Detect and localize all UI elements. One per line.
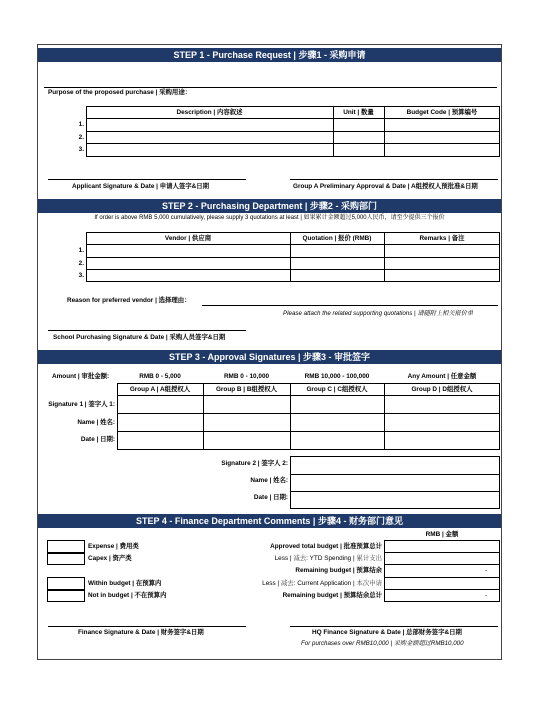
remaining-value: - [485, 567, 488, 574]
less-ytd-label: Less | 减去: YTD Spending | 累计支出 [274, 555, 382, 562]
not-in-budget-label: Not in budget | 不在预算内 [88, 592, 167, 599]
date-label: Date | 日期: [80, 436, 115, 443]
step1-top-line [44, 87, 497, 88]
reason-label: Reason for preferred vendor | 选择理由： [67, 297, 191, 304]
col-vendor: Vendor | 供应商 [164, 235, 212, 242]
signature2-label: Signature 2 | 签字人 2: [221, 460, 288, 467]
hq-note: For purchases over RMB10,000 | 采购金额超过RMB10,000 [301, 640, 464, 647]
signature1-label: Signature 1 | 签字人 1: [48, 401, 115, 408]
group-a-header: Group A | A组授权人 [129, 386, 191, 393]
expense-checkbox[interactable] [47, 540, 85, 553]
school-sig-line[interactable] [48, 330, 246, 331]
row-number: 1. [78, 121, 84, 128]
less-current-label: Less | 减去: Current Application | 本次申请 [262, 580, 382, 587]
row-number: 2. [78, 260, 84, 267]
step2-header: STEP 2 - Purchasing Department | 步骤2 - 采购部门 [38, 199, 501, 213]
step3-header: STEP 3 - Approval Signatures | 步骤3 - 审批签字 [38, 350, 501, 364]
finance-sig-label: Finance Signature & Date | 财务签字&日期 [78, 629, 204, 636]
group-b-header: Group B | B组授权人 [215, 386, 278, 393]
range-d: Any Amount | 任意金额 [407, 373, 477, 380]
capex-label: Capex | 资产类 [88, 555, 132, 562]
approved-total-label: Approved total budget | 批准预算总计 [270, 543, 382, 550]
remaining-budget-label: Remaining budget | 预算结余 [295, 567, 382, 574]
reason-input-line[interactable] [202, 305, 498, 306]
quotation-note: If order is above RMB 5,000 cumulatively, please supply 3 quotations at least | 如果累计金额超过5,000人民币，请至少提供三个报价 [94, 215, 445, 221]
desc-input-1[interactable] [86, 119, 333, 131]
step4-header: STEP 4 - Finance Department Comments | 步骤4 - 财务部门意见 [38, 514, 501, 528]
applicant-sig-label: Applicant Signature & Date | 申请人签字&日期 [72, 183, 210, 190]
group-a-sig-line[interactable] [290, 179, 498, 180]
finance-sig-line[interactable] [48, 626, 246, 627]
row-number: 3. [78, 146, 84, 153]
desc-input-2[interactable] [86, 132, 333, 143]
not-in-budget-checkbox[interactable] [47, 590, 85, 602]
group-d-header: Group D | D组授权人 [411, 386, 473, 393]
expense-label: Expense | 费用类 [88, 543, 139, 550]
school-sig-label: School Purchasing Signature & Date | 采购人员签字&日期 [53, 334, 226, 341]
group-c-header: Group C | C组授权人 [306, 386, 368, 393]
range-a: RMB 0 - 5,000 [139, 373, 181, 380]
col-quotation: Quotation | 报价 (RMB) [302, 235, 372, 242]
remaining-total-label: Remaining budget | 预算结余总计 [282, 592, 382, 599]
sig2-date-label: Date | 日期: [253, 494, 288, 501]
col-description: Description | 内容叙述 [176, 109, 243, 116]
signature2-table [290, 456, 500, 509]
rmb-header: RMB | 金额 [425, 531, 459, 538]
range-b: RMB 0 - 10,000 [223, 373, 270, 380]
desc-input-3[interactable] [86, 144, 333, 156]
sig2-name-label: Name | 姓名: [250, 477, 288, 484]
within-budget-checkbox[interactable] [47, 577, 85, 590]
row-number: 3. [78, 272, 84, 279]
amount-label: Amount | 审批金额: [52, 373, 110, 380]
range-c: RMB 10,000 - 100,000 [304, 373, 370, 380]
hq-sig-label: HQ Finance Signature & Date | 总部财务签字&日期 [312, 629, 462, 636]
col-budget-code: Budget Code | 预算编号 [406, 109, 478, 116]
attach-note: Please attach the related supporting quotations | 请随附上相关报价单 [283, 310, 474, 317]
name-label: Name | 姓名: [77, 419, 115, 426]
step1-header: STEP 1 - Purchase Request | 步骤1 - 采购申请 [38, 48, 501, 62]
purpose-label: Purpose of the proposed purchase | 采购用途： [48, 89, 192, 96]
group-a-sig-label: Group A Preliminary Approval & Date | A组授权人预批准&日期 [293, 183, 478, 190]
col-unit: Unit | 数量 [343, 109, 374, 116]
row-number: 2. [78, 134, 84, 141]
row-number: 1. [78, 247, 84, 254]
capex-checkbox[interactable] [47, 553, 85, 565]
within-budget-label: Within budget | 在预算内 [88, 580, 162, 587]
hq-sig-line[interactable] [290, 626, 498, 627]
col-remarks: Remarks | 备注 [419, 235, 465, 242]
applicant-sig-line[interactable] [48, 179, 246, 180]
remaining-total-value: - [485, 592, 488, 599]
finance-amount-table [384, 540, 500, 602]
